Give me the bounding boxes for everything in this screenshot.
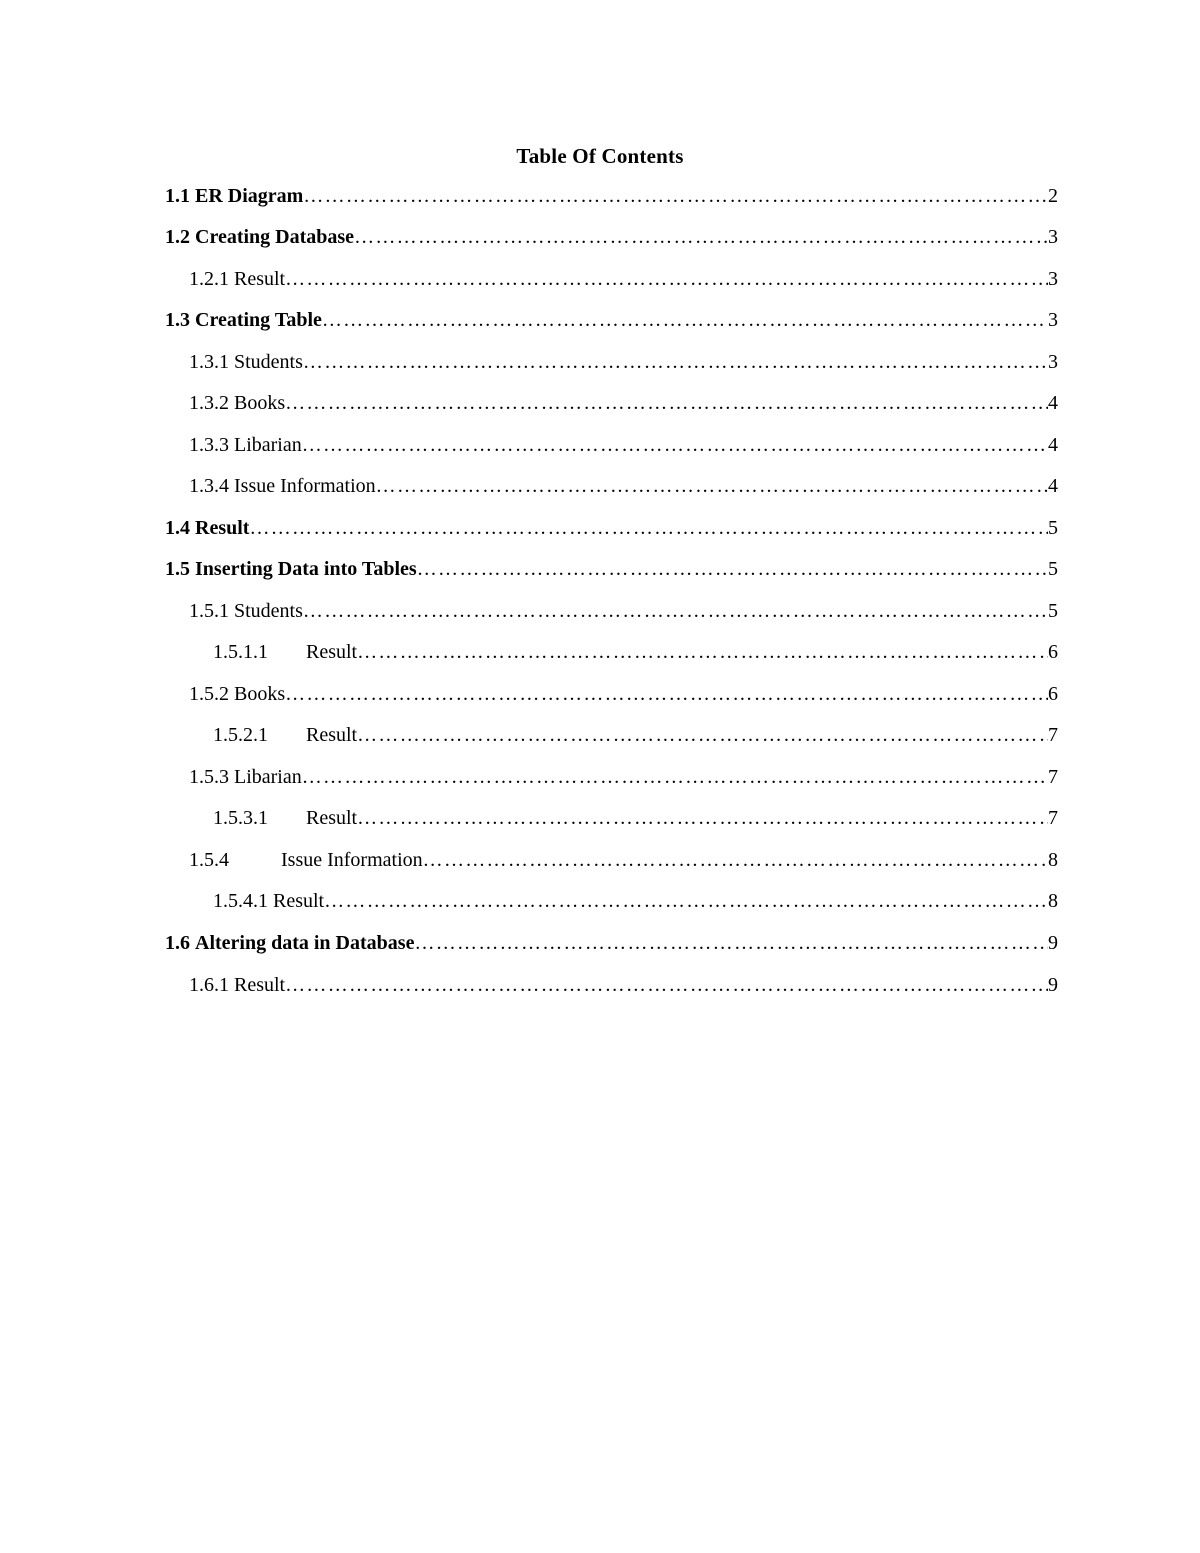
toc-entry-number: 1.3.3 bbox=[189, 434, 229, 456]
toc-entry-label: Result bbox=[306, 724, 358, 746]
toc-entry-label: Books bbox=[234, 683, 286, 705]
toc-entry-label: Altering data in Database bbox=[195, 932, 415, 954]
toc-entry-number: 1.6.1 bbox=[189, 974, 229, 996]
toc-entry-label: ER Diagram bbox=[195, 185, 304, 207]
toc-dot-leader bbox=[303, 596, 1048, 626]
toc-entry-number: 1.5.1 bbox=[189, 600, 229, 622]
toc-entry-label: Result bbox=[273, 890, 325, 912]
toc-dot-leader bbox=[302, 762, 1048, 792]
toc-entry-label: Students bbox=[234, 351, 303, 373]
toc-dot-leader bbox=[249, 513, 1048, 543]
toc-entry-page: 3 bbox=[1048, 268, 1058, 290]
toc-entry-number: 1.6 bbox=[165, 932, 190, 954]
toc-entry-page: 4 bbox=[1048, 475, 1058, 497]
toc-entry-label: Libarian bbox=[234, 766, 302, 788]
toc-entry-page: 9 bbox=[1048, 932, 1058, 954]
toc-entry-label: Result bbox=[306, 641, 358, 663]
toc-entry[interactable] bbox=[189, 430, 1058, 460]
toc-entry[interactable] bbox=[213, 886, 1058, 916]
toc-entry-label: Creating Table bbox=[195, 309, 322, 331]
toc-entry-number: 1.2.1 bbox=[189, 268, 229, 290]
toc-entry-page: 6 bbox=[1048, 641, 1058, 663]
toc-dot-leader bbox=[322, 305, 1048, 335]
toc-entry-page: 3 bbox=[1048, 351, 1058, 373]
toc-entry-number: 1.5.2 bbox=[189, 683, 229, 705]
toc-entry-number: 1.5.4 bbox=[189, 849, 229, 871]
toc-entry-number: 1.5.4.1 bbox=[213, 890, 268, 912]
toc-entry-number: 1.3.2 bbox=[189, 392, 229, 414]
toc-entry-page: 8 bbox=[1048, 890, 1058, 912]
toc-dot-leader bbox=[302, 430, 1048, 460]
toc-dot-leader bbox=[417, 554, 1048, 584]
toc-entry[interactable] bbox=[165, 513, 1058, 543]
toc-entry-label: Books bbox=[234, 392, 286, 414]
toc-entry-label: Creating Database bbox=[195, 226, 355, 248]
toc-entry-number: 1.3 bbox=[165, 309, 190, 331]
toc-entry[interactable] bbox=[165, 305, 1058, 335]
toc-entry-page: 8 bbox=[1048, 849, 1058, 871]
toc-entry[interactable] bbox=[189, 970, 1058, 1000]
toc-entry-label: Result bbox=[234, 268, 286, 290]
toc-entry-page: 6 bbox=[1048, 683, 1058, 705]
toc-entry[interactable] bbox=[189, 596, 1058, 626]
toc-entry-page: 3 bbox=[1048, 226, 1058, 248]
toc-dot-leader bbox=[376, 471, 1048, 501]
toc-entry[interactable] bbox=[213, 637, 1058, 667]
toc-entry-number: 1.5.1.1 bbox=[213, 641, 268, 663]
toc-entry-number: 1.5.3.1 bbox=[213, 807, 268, 829]
toc-entry[interactable] bbox=[189, 471, 1058, 501]
toc-dot-leader bbox=[324, 886, 1048, 916]
toc-entry-page: 5 bbox=[1048, 558, 1058, 580]
toc-dot-leader bbox=[303, 181, 1048, 211]
toc-entry-label: Result bbox=[195, 517, 250, 539]
toc-entry-label: Issue Information bbox=[234, 475, 376, 497]
toc-dot-leader bbox=[303, 347, 1048, 377]
toc-dot-leader bbox=[423, 845, 1048, 875]
toc-dot-leader bbox=[357, 803, 1048, 833]
toc-dot-leader bbox=[285, 679, 1048, 709]
toc-entry-number: 1.4 bbox=[165, 517, 190, 539]
toc-entry-label: Libarian bbox=[234, 434, 302, 456]
toc-entry-label: Inserting Data into Tables bbox=[195, 558, 417, 580]
toc-entry[interactable] bbox=[165, 554, 1058, 584]
toc-entry[interactable] bbox=[189, 679, 1058, 709]
toc-entry-label: Result bbox=[234, 974, 286, 996]
toc-entry[interactable] bbox=[189, 388, 1058, 418]
toc-entry-page: 5 bbox=[1048, 517, 1058, 539]
toc-dot-leader bbox=[285, 970, 1048, 1000]
toc-entry-page: 5 bbox=[1048, 600, 1058, 622]
toc-entry-label: Issue Information bbox=[281, 849, 423, 871]
toc-entry[interactable] bbox=[189, 264, 1058, 294]
toc-entry-page: 7 bbox=[1048, 766, 1058, 788]
toc-entry-page: 3 bbox=[1048, 309, 1058, 331]
toc-entry-number: 1.2 bbox=[165, 226, 190, 248]
toc-entry-number: 1.3.1 bbox=[189, 351, 229, 373]
toc-entry[interactable] bbox=[189, 347, 1058, 377]
toc-entry-label: Students bbox=[234, 600, 303, 622]
toc-entry-number: 1.3.4 bbox=[189, 475, 229, 497]
toc-entry-label: Result bbox=[306, 807, 358, 829]
toc-entry[interactable] bbox=[165, 928, 1058, 958]
toc-entry[interactable] bbox=[213, 720, 1058, 750]
toc-entry-number: 1.5.3 bbox=[189, 766, 229, 788]
toc-dot-leader bbox=[357, 720, 1048, 750]
toc-title: Table Of Contents bbox=[516, 144, 684, 168]
toc-entry[interactable] bbox=[189, 845, 1058, 875]
toc-entry-page: 2 bbox=[1048, 185, 1058, 207]
toc-dot-leader bbox=[354, 222, 1048, 252]
toc-entry-page: 4 bbox=[1048, 392, 1058, 414]
toc-dot-leader bbox=[285, 388, 1048, 418]
toc-dot-leader bbox=[414, 928, 1048, 958]
toc-entry-page: 9 bbox=[1048, 974, 1058, 996]
toc-entry-page: 7 bbox=[1048, 724, 1058, 746]
toc-entry[interactable] bbox=[213, 803, 1058, 833]
toc-entry[interactable] bbox=[189, 762, 1058, 792]
toc-entry-number: 1.5.2.1 bbox=[213, 724, 268, 746]
toc-dot-leader bbox=[285, 264, 1048, 294]
toc-entry[interactable] bbox=[165, 181, 1058, 211]
toc-entry-number: 1.5 bbox=[165, 558, 190, 580]
toc-entry-page: 7 bbox=[1048, 807, 1058, 829]
toc-entry-page: 4 bbox=[1048, 434, 1058, 456]
toc-entry-number: 1.1 bbox=[165, 185, 190, 207]
toc-dot-leader bbox=[357, 637, 1048, 667]
toc-entry[interactable] bbox=[165, 222, 1058, 252]
